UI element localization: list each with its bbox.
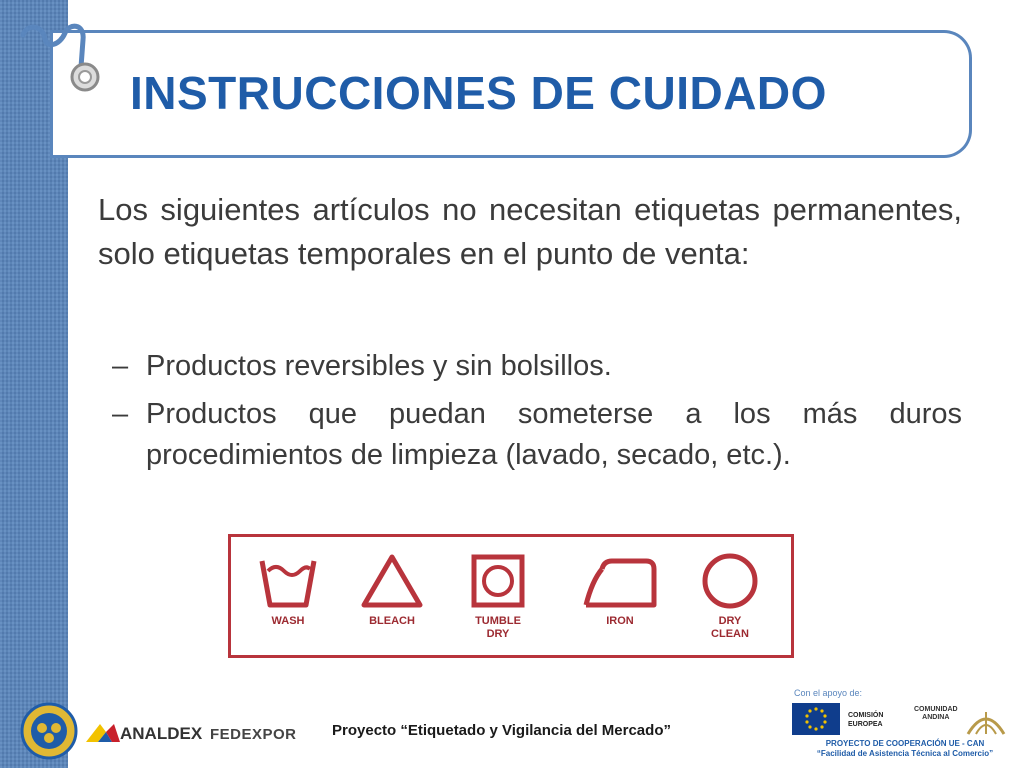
care-label: BLEACH bbox=[369, 615, 415, 627]
bullet-dash: – bbox=[112, 398, 129, 430]
hook-ring-icon bbox=[15, 15, 105, 100]
intro-paragraph: Los siguientes artículos no necesitan etiquetas permanentes, solo etiquetas temporales en el punto de venta: bbox=[98, 192, 962, 271]
analdex-logo-text: ANALDEX bbox=[120, 724, 203, 743]
camara-de-comercio-seal-logo bbox=[20, 702, 78, 760]
care-symbol-bleach bbox=[347, 551, 437, 628]
bleach-triangle-icon bbox=[360, 551, 424, 611]
cooperation-title: PROYECTO DE COOPERACIÓN UE - CAN bbox=[825, 739, 985, 748]
bullet-dash: – bbox=[112, 350, 129, 382]
bullet-text: Productos que puedan someterse a los más duros procedimientos de limpieza (lavado, secado, etc.). bbox=[146, 398, 962, 471]
care-label: WASH bbox=[271, 615, 305, 627]
care-symbol-tumble-dry bbox=[453, 551, 543, 641]
eu-flag-logo bbox=[792, 703, 840, 735]
bullet-item bbox=[112, 346, 962, 387]
care-symbol-dry-clean bbox=[685, 551, 775, 641]
bullet-text: Productos reversibles y sin bolsillos. bbox=[146, 350, 612, 382]
wash-tub-icon bbox=[256, 551, 320, 611]
care-label: DRY CLEAN bbox=[711, 615, 749, 640]
dry-clean-circle-icon bbox=[698, 551, 762, 611]
care-label: IRON bbox=[606, 615, 634, 627]
iron-icon bbox=[582, 551, 658, 611]
bullet-list bbox=[112, 346, 962, 483]
can-arch-logo bbox=[964, 704, 1008, 736]
support-label: Con el apoyo de: bbox=[794, 688, 863, 698]
can-label: COMUNIDAD ANDINA bbox=[914, 706, 958, 721]
fedexpor-logo: FEDEXPOR bbox=[210, 726, 297, 743]
care-symbol-wash bbox=[243, 551, 333, 628]
tumble-dry-icon bbox=[466, 551, 530, 611]
slide-title: INSTRUCCIONES DE CUIDADO bbox=[130, 67, 827, 119]
analdex-logo-mark bbox=[86, 722, 120, 742]
care-symbol-iron bbox=[575, 551, 665, 628]
cooperation-subtitle: “Facilidad de Asistencia Técnica al Comercio” bbox=[816, 749, 994, 758]
project-footer-title: Proyecto “Etiquetado y Vigilancia del Mercado” bbox=[332, 722, 671, 739]
bullet-item bbox=[112, 394, 962, 476]
eu-label: COMISIÓN EUROPEA bbox=[848, 712, 884, 728]
care-symbols-panel bbox=[228, 534, 794, 658]
care-label: TUMBLE DRY bbox=[475, 615, 521, 640]
